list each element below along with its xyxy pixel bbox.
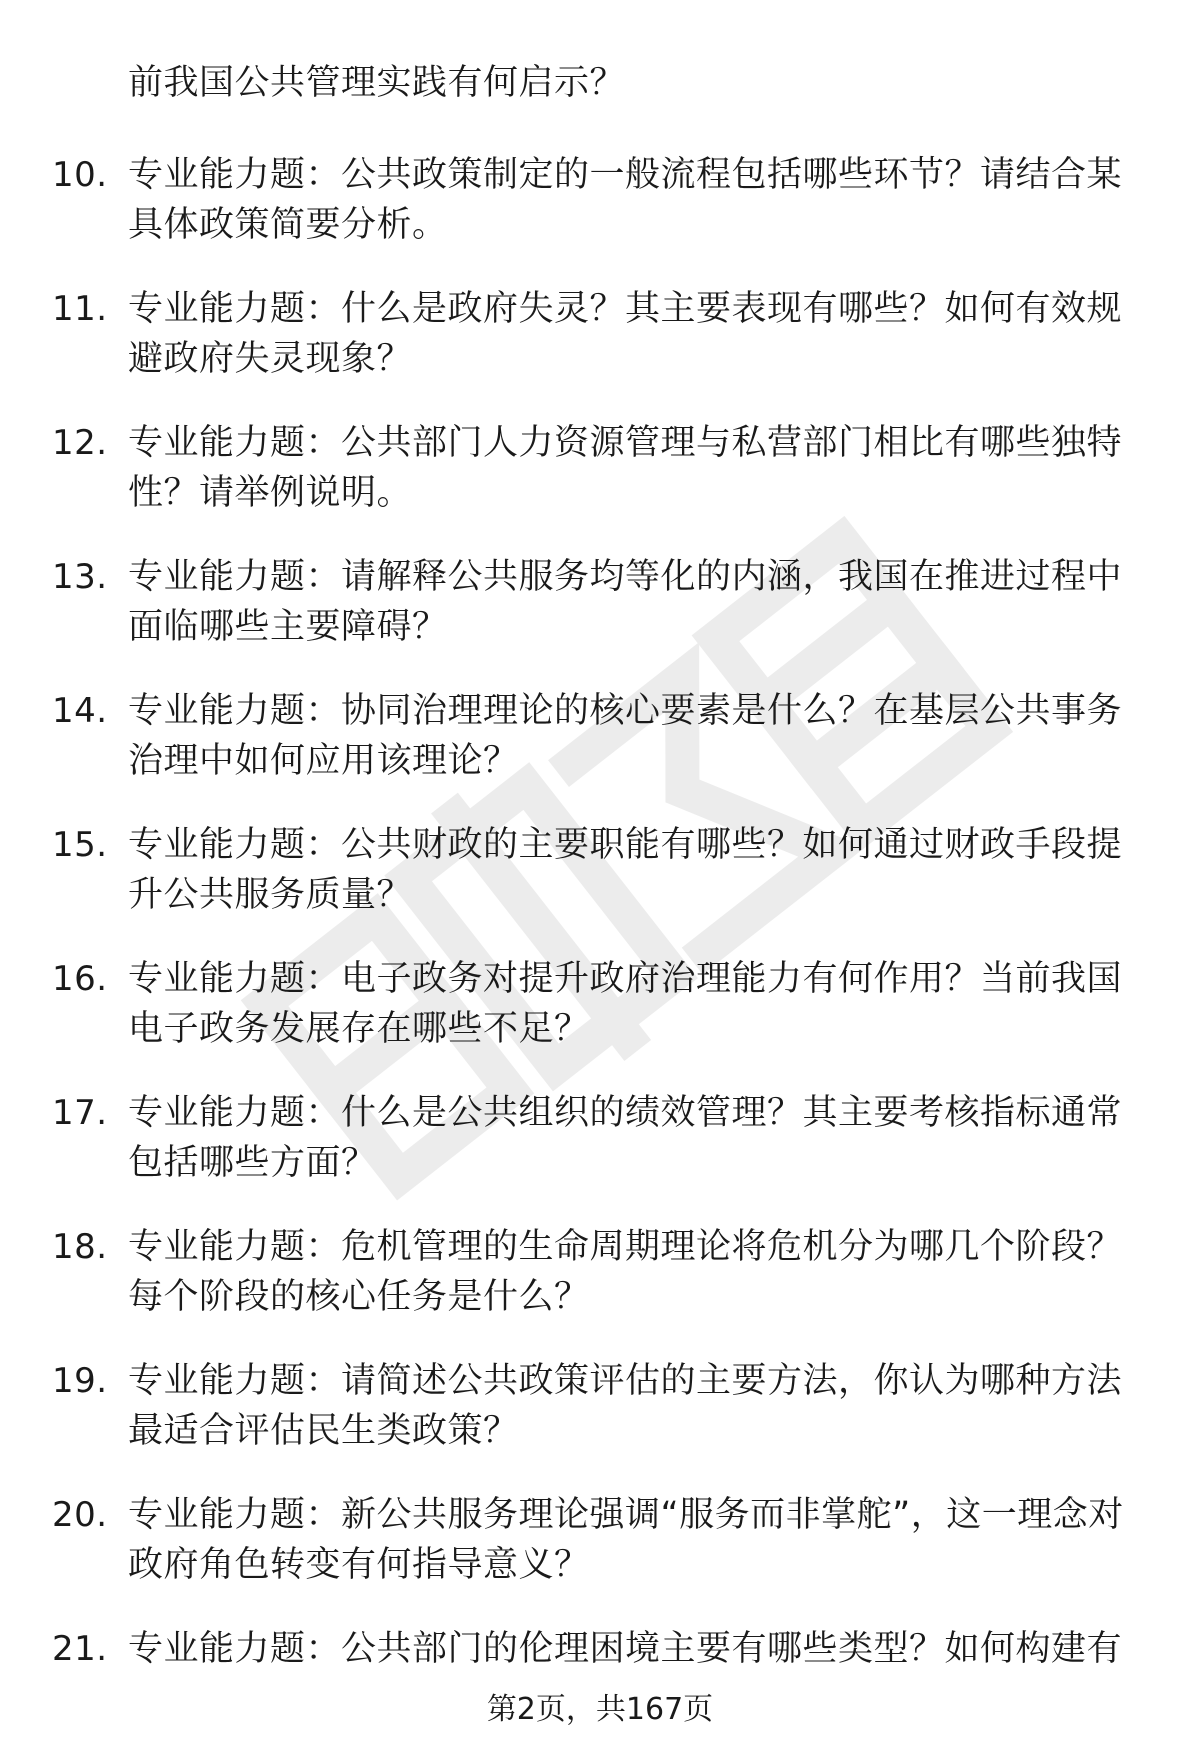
question-text: 前我国公共管理实践有何启示？ [128,63,626,103]
question-text: 专业能力题：公共部门的伦理困境主要有哪些类型？如何构建有 [128,1629,1123,1669]
question-number: 17. [52,1093,108,1133]
list-item [52,1222,1152,1322]
page-footer: 第2页，共167页 [486,1692,714,1727]
list-item [52,820,1152,920]
question-number: 13. [52,557,108,597]
question-text: 专业能力题：公共财政的主要职能有哪些？如何通过财政手段提升公共服务质量？ [128,825,1123,915]
question-number: 11. [52,289,108,329]
list-item [52,552,1152,652]
question-list [52,58,1152,1708]
question-text: 专业能力题：电子政务对提升政府治理能力有何作用？当前我国电子政务发展存在哪些不足？ [128,959,1123,1049]
list-item [52,954,1152,1054]
question-text: 专业能力题：请解释公共服务均等化的内涵，我国在推进过程中面临哪些主要障碍？ [128,557,1123,647]
list-item [52,150,1152,250]
question-number: 14. [52,691,108,731]
question-text: 专业能力题：新公共服务理论强调“服务而非掌舵”，这一理念对政府角色转变有何指导意义？ [128,1495,1124,1585]
question-number: 20. [52,1495,108,1535]
list-item [52,284,1152,384]
list-item [52,418,1152,518]
question-text: 专业能力题：协同治理理论的核心要素是什么？在基层公共事务治理中如何应用该理论？ [128,691,1123,781]
list-item [52,1088,1152,1188]
question-number: 18. [52,1227,108,1267]
question-number: 10. [52,155,108,195]
question-text: 专业能力题：公共政策制定的一般流程包括哪些环节？请结合某具体政策简要分析。 [128,155,1123,245]
list-item [52,1490,1152,1590]
list-item [52,1624,1152,1674]
question-number: 15. [52,825,108,865]
question-text: 专业能力题：危机管理的生命周期理论将危机分为哪几个阶段？每个阶段的核心任务是什么？ [128,1227,1123,1317]
question-text: 专业能力题：什么是政府失灵？其主要表现有哪些？如何有效规避政府失灵现象？ [128,289,1123,379]
question-number: 16. [52,959,108,999]
question-text: 专业能力题：什么是公共组织的绩效管理？其主要考核指标通常包括哪些方面？ [128,1093,1123,1183]
question-number: 12. [52,423,108,463]
question-number: 21. [52,1629,108,1669]
list-item-continuation [52,58,1152,108]
question-number: 19. [52,1361,108,1401]
list-item [52,1356,1152,1456]
question-text: 专业能力题：请简述公共政策评估的主要方法，你认为哪种方法最适合评估民生类政策？ [128,1361,1123,1451]
question-text: 专业能力题：公共部门人力资源管理与私营部门相比有哪些独特性？请举例说明。 [128,423,1123,513]
list-item [52,686,1152,786]
